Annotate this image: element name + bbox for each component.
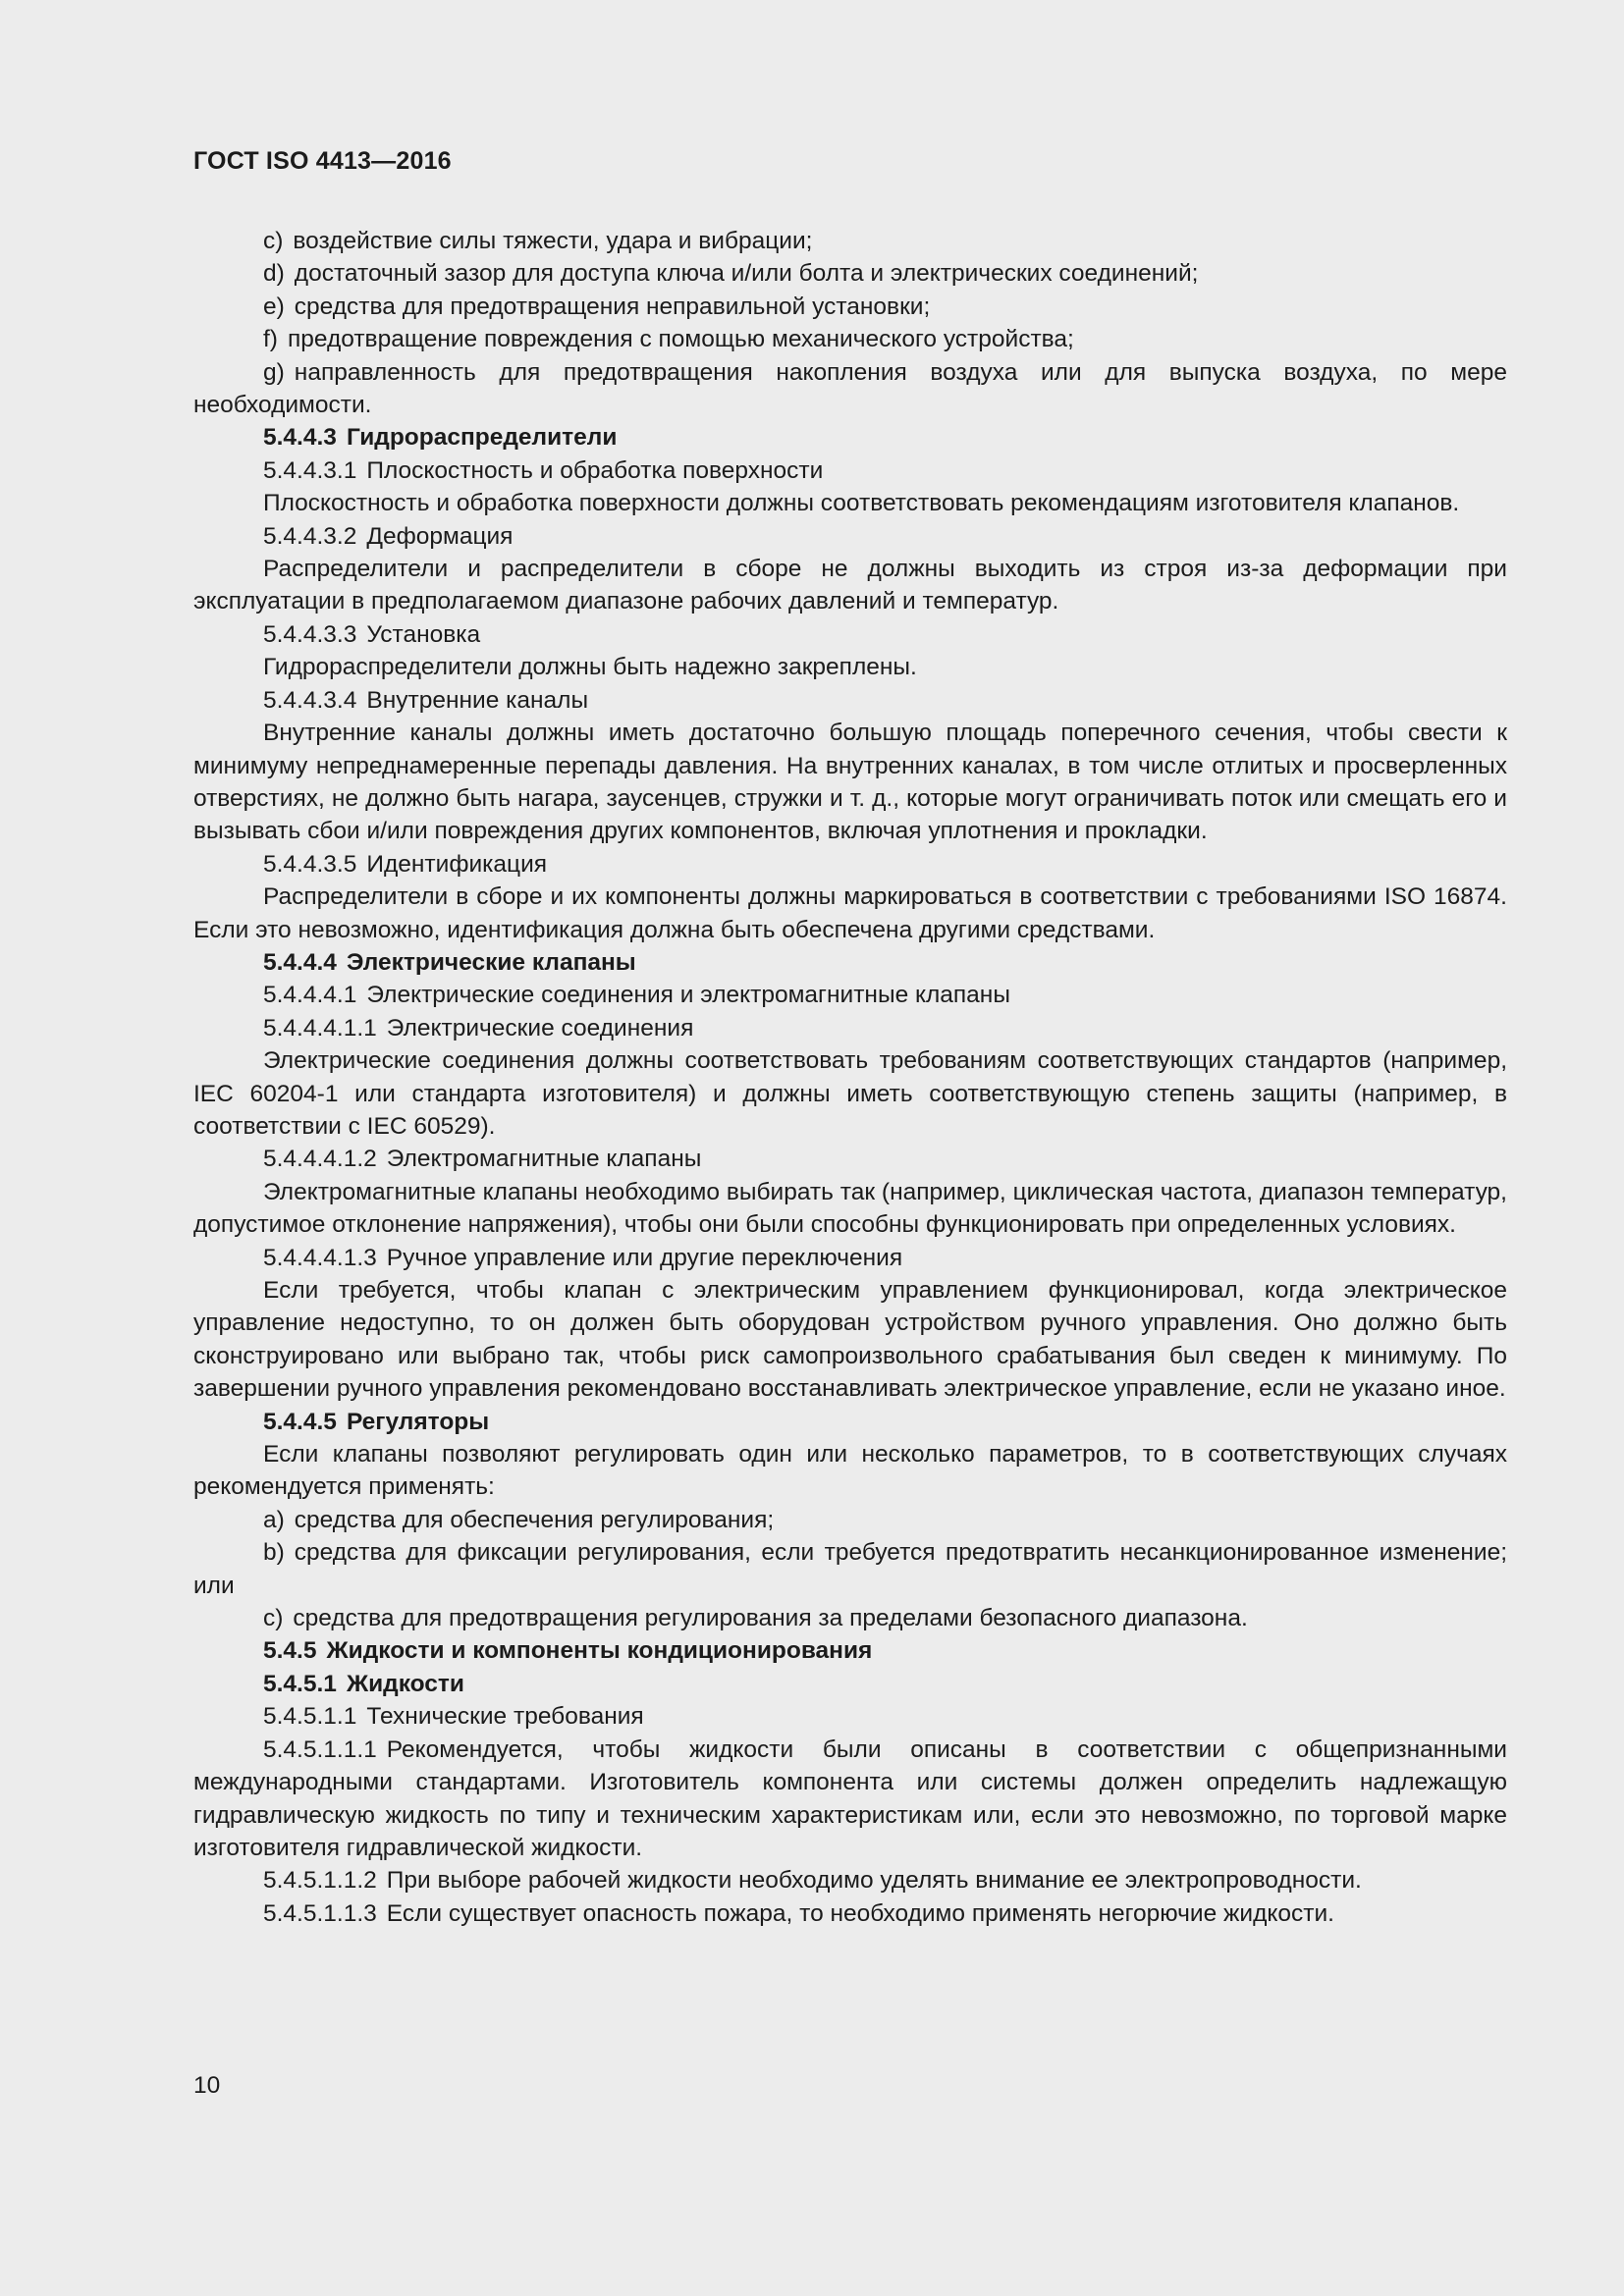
clause-number: 5.4.5.1.1 [263, 1703, 357, 1731]
text-paragraph [193, 1176, 1507, 1242]
numbered-paragraph [193, 1012, 1507, 1044]
numbered-paragraph [193, 225, 1507, 257]
text-paragraph [193, 1044, 1507, 1143]
paragraph-text: Деформация [366, 522, 514, 550]
clause-number: 5.4.4.3.3 [263, 620, 357, 648]
paragraph-text: Идентификация [366, 850, 548, 878]
paragraph-text: Жидкости и компоненты кондиционирования [326, 1637, 873, 1665]
clause-number: 5.4.4.3.4 [263, 686, 357, 714]
clause-number: 5.4.4.4 [263, 948, 337, 976]
numbered-paragraph [193, 946, 1507, 979]
text-paragraph [193, 881, 1507, 946]
numbered-paragraph [193, 1734, 1507, 1865]
clause-number: c) [263, 1605, 284, 1632]
numbered-paragraph [193, 848, 1507, 881]
numbered-paragraph [193, 257, 1507, 290]
numbered-paragraph [193, 291, 1507, 323]
paragraph-text: достаточный зазор для доступа ключа и/или болта и электрических соединений; [294, 260, 1199, 288]
numbered-paragraph [193, 1634, 1507, 1667]
numbered-paragraph [193, 1700, 1507, 1733]
paragraph-text: Технические требования [366, 1703, 644, 1731]
text-paragraph [193, 717, 1507, 848]
numbered-paragraph [193, 1406, 1507, 1438]
clause-number: 5.4.4.3.2 [263, 522, 357, 550]
clause-number: 5.4.4.4.1 [263, 982, 357, 1009]
clause-number: d) [263, 260, 285, 288]
paragraph-text: Плоскостность и обработка поверхности [366, 456, 824, 484]
paragraph-text: Если существует опасность пожара, то необходимо применять негорючие жидкости. [386, 1899, 1334, 1927]
paragraph-text: Если клапаны позволяют регулировать один или несколько параметров, то в соответствующих случаях рекомендуется применять: [193, 1441, 1507, 1501]
clause-number: g) [263, 358, 285, 386]
clause-number: 5.4.4.3.5 [263, 850, 357, 878]
paragraph-text: Рекомендуется, чтобы жидкости были описаны в соответствии с общепризнанными международными стандартами. Изготовитель компонента или системы должен определить надлежащую гидравлическую жидкость по типу и техническим характеристикам или, если это невозможно, по торговой марке изготовителя гидравлической жидкости. [193, 1735, 1507, 1861]
clause-number: 5.4.4.4.1.2 [263, 1146, 377, 1173]
text-paragraph [193, 487, 1507, 519]
paragraph-text: Регуляторы [346, 1408, 490, 1435]
numbered-paragraph [193, 356, 1507, 422]
paragraph-text: средства для обеспечения регулирования; [294, 1506, 775, 1533]
paragraph-text: Жидкости [346, 1670, 464, 1697]
numbered-paragraph [193, 684, 1507, 717]
paragraph-text: Внутренние каналы должны иметь достаточно большую площадь поперечного сечения, чтобы свести к минимуму непреднамеренные перепады давления. На внутренних каналах, в том числе отлитых и просверленных отверстиях, не должно быть нагара, заусенцев, стружки и т. д., которые могут ограничивать поток или смещать его и вызывать сбои и/или повреждения других компонентов, включая уплотнения и прокладки. [193, 720, 1507, 845]
text-paragraph [193, 553, 1507, 618]
numbered-paragraph [193, 1242, 1507, 1274]
paragraph-text: Если требуется, чтобы клапан с электрическим управлением функционировал, когда электрическое управление недоступно, то он должен быть оборудован устройством ручного управления. Оно должно быть сконструировано или выбрано так, чтобы риск самопроизвольного срабатывания был сведен к минимуму. По завершении ручного управления рекомендовано восстанавливать электрическое управление, если не указано иное. [193, 1277, 1507, 1403]
paragraph-text: Электрические клапаны [346, 948, 636, 976]
paragraph-text: Электрические соединения должны соответствовать требованиям соответствующих стандартов (например, IEC 60204-1 или стандарта изготовителя) и должны иметь соответствующую степень защиты (например, в соответствии с IEC 60529). [193, 1047, 1507, 1140]
numbered-paragraph [193, 454, 1507, 487]
text-paragraph [193, 651, 1507, 683]
paragraph-text: направленность для предотвращения накопления воздуха или для выпуска воздуха, по мере необходимости. [193, 358, 1507, 419]
paragraph-text: Ручное управление или другие переключения [386, 1244, 903, 1271]
clause-number: b) [263, 1539, 285, 1567]
clause-number: 5.4.4.3 [263, 424, 337, 452]
numbered-paragraph [193, 618, 1507, 651]
clause-number: f) [263, 326, 278, 353]
page-number: 10 [193, 2072, 221, 2099]
paragraph-text: Гидрораспределители [346, 424, 618, 452]
paragraph-text: Распределители и распределители в сборе не должны выходить из строя из-за деформации при эксплуатации в предполагаемом диапазоне рабочих давлений и температур. [193, 556, 1507, 615]
clause-number: 5.4.4.5 [263, 1408, 337, 1435]
numbered-paragraph [193, 1602, 1507, 1634]
clause-number: 5.4.5.1.1.2 [263, 1867, 377, 1895]
paragraph-text: Электрические соединения [386, 1014, 694, 1041]
clause-number: 5.4.5 [263, 1637, 317, 1665]
paragraph-text: предотвращение повреждения с помощью механического устройства; [287, 326, 1074, 353]
paragraph-text: Электромагнитные клапаны необходимо выбирать так (например, циклическая частота, диапазон температур, допустимое отклонение напряжения), чтобы они были способны функционировать при определенных условиях. [193, 1178, 1507, 1239]
paragraph-text: Гидрораспределители должны быть надежно закреплены. [263, 654, 917, 681]
numbered-paragraph [193, 323, 1507, 355]
paragraph-text: Электромагнитные клапаны [386, 1146, 702, 1173]
numbered-paragraph [193, 520, 1507, 553]
text-paragraph [193, 1274, 1507, 1406]
numbered-paragraph [193, 1897, 1507, 1930]
text-paragraph [193, 1438, 1507, 1504]
clause-number: 5.4.5.1.1.3 [263, 1899, 377, 1927]
clause-number: 5.4.4.3.1 [263, 456, 357, 484]
numbered-paragraph [193, 1143, 1507, 1175]
numbered-paragraph [193, 1504, 1507, 1536]
paragraph-text: Установка [366, 620, 481, 648]
clause-number: c) [263, 228, 284, 254]
clause-number: 5.4.5.1.1.1 [263, 1735, 377, 1763]
paragraph-text: Электрические соединения и электромагнитные клапаны [366, 982, 1010, 1009]
document-body [193, 225, 1507, 1930]
paragraph-text: Внутренние каналы [366, 686, 589, 714]
paragraph-text: средства для предотвращения неправильной установки; [294, 293, 931, 320]
clause-number: a) [263, 1506, 285, 1533]
paragraph-text: При выборе рабочей жидкости необходимо уделять внимание ее электропроводности. [386, 1867, 1362, 1895]
numbered-paragraph [193, 1536, 1507, 1602]
clause-number: e) [263, 293, 285, 320]
paragraph-text: Распределители в сборе и их компоненты должны маркироваться в соответствии с требованиями ISO 16874. Если это невозможно, идентификация должна быть обеспечена другими средствами. [193, 883, 1507, 943]
numbered-paragraph [193, 1668, 1507, 1700]
paragraph-text: воздействие силы тяжести, удара и вибрации; [293, 228, 813, 254]
numbered-paragraph [193, 1864, 1507, 1896]
clause-number: 5.4.4.4.1.1 [263, 1014, 377, 1041]
clause-number: 5.4.5.1 [263, 1670, 337, 1697]
numbered-paragraph [193, 421, 1507, 454]
clause-number: 5.4.4.4.1.3 [263, 1244, 377, 1271]
paragraph-text: средства для предотвращения регулирования за пределами безопасного диапазона. [293, 1605, 1248, 1632]
paragraph-text: средства для фиксации регулирования, если требуется предотвратить несанкционированное изменение; или [193, 1539, 1507, 1599]
numbered-paragraph [193, 979, 1507, 1011]
document-header: ГОСТ ISO 4413—2016 [193, 147, 452, 175]
paragraph-text: Плоскостность и обработка поверхности должны соответствовать рекомендациям изготовителя клапанов. [263, 490, 1460, 517]
